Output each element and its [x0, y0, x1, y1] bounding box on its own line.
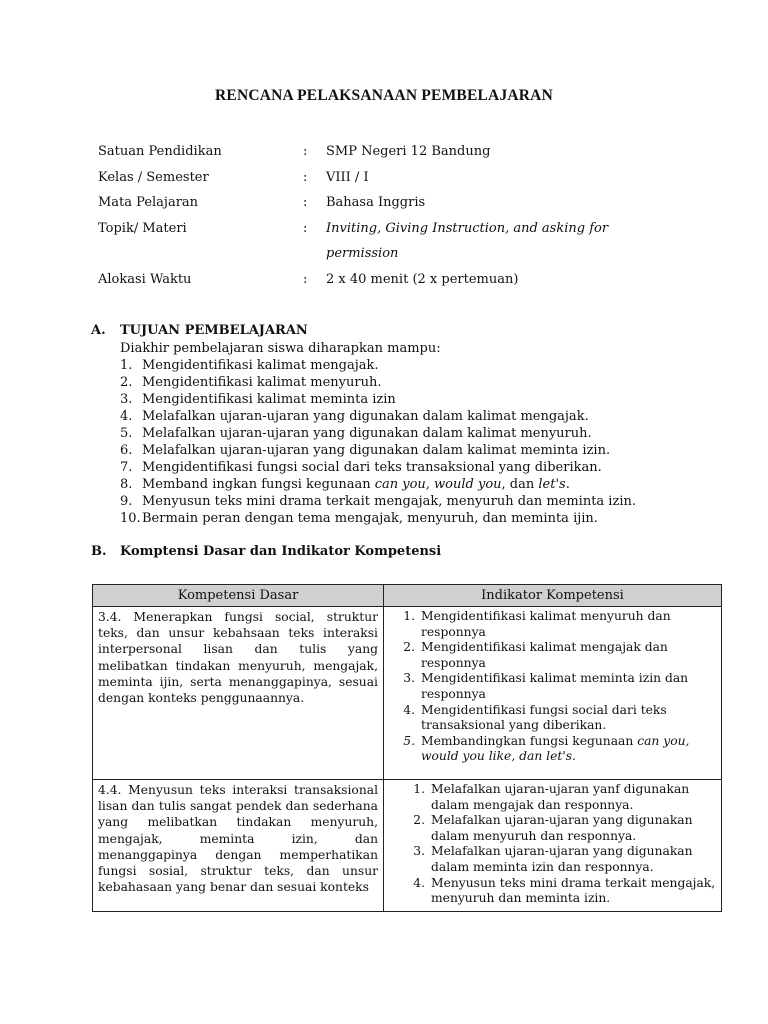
- list-item: [120, 476, 691, 493]
- item-number: 4.: [403, 702, 415, 717]
- list-item: [389, 703, 716, 734]
- meta-row-school: [98, 142, 658, 168]
- meta-value: Inviting, Giving Instruction, and asking for permission: [326, 220, 609, 262]
- item-text-part: .: [565, 477, 570, 492]
- item-number: 1.: [403, 609, 415, 623]
- column-header: Indikator Kompetensi: [384, 585, 722, 607]
- item-number: 6.: [120, 443, 133, 458]
- item-number: 9.: [120, 494, 133, 509]
- list-item: [120, 391, 691, 408]
- meta-value: 2 x 40 menit (2 x pertemuan): [326, 271, 519, 287]
- item-text: [142, 476, 570, 493]
- table-cell-indicators: [384, 607, 722, 780]
- table-cell-kd: [93, 607, 384, 780]
- section-letter: B.: [91, 544, 107, 559]
- meta-label: Topik/ Materi: [98, 220, 187, 236]
- section-letter: A.: [91, 323, 106, 338]
- section-learning-objectives: [91, 322, 691, 527]
- section-title: Komptensi Dasar dan Indikator Kompetensi: [120, 544, 442, 559]
- table-cell-kd: [93, 780, 384, 912]
- identity-block: [98, 142, 658, 295]
- item-number: 1.: [120, 358, 133, 373]
- list-item: [120, 374, 691, 391]
- item-number: 3.: [403, 671, 415, 686]
- table-header-row: [93, 585, 722, 607]
- section-intro: Diakhir pembelajaran siswa diharapkan mampu:: [120, 341, 441, 356]
- item-text: Melafalkan ujaran-ujaran yang digunakan dalam kalimat meminta izin.: [142, 443, 611, 458]
- list-item: [389, 671, 716, 702]
- meta-row-time: [98, 270, 658, 296]
- meta-colon: :: [303, 144, 308, 159]
- item-text: Mengidentifikasi kalimat meminta izin dan responnya: [421, 671, 689, 701]
- meta-value: SMP Negeri 12 Bandung: [326, 144, 491, 159]
- list-item: [120, 493, 691, 510]
- objective-list: [120, 357, 691, 527]
- item-text-italic: can you, would you: [374, 477, 502, 492]
- meta-colon: :: [303, 271, 308, 287]
- item-number: 2.: [120, 375, 133, 390]
- list-item: [120, 510, 691, 527]
- item-number: 4.: [120, 409, 133, 424]
- list-item: [389, 640, 716, 671]
- item-text: Mengidentifikasi kalimat menyuruh.: [142, 375, 382, 390]
- document-title: RENCANA PELAKSANAAN PEMBELAJARAN: [215, 87, 553, 104]
- item-number: 4.: [413, 875, 425, 890]
- list-item: [389, 609, 716, 640]
- item-text: [421, 734, 716, 765]
- item-text: Mengidentifikasi fungsi social dari teks transaksional yang diberikan.: [142, 460, 602, 475]
- section-competencies: [91, 543, 691, 561]
- item-text: Melafalkan ujaran-ujaran yang digunakan dalam kalimat menyuruh.: [142, 426, 592, 441]
- meta-label: Alokasi Waktu: [98, 271, 192, 287]
- indicator-list: [389, 609, 716, 765]
- list-item: [389, 876, 716, 907]
- item-number: 5.: [120, 426, 133, 441]
- list-item: [120, 357, 691, 374]
- meta-colon: :: [303, 169, 308, 185]
- meta-label: Satuan Pendidikan: [98, 144, 222, 159]
- item-text: Menyusun teks mini drama terkait mengajak, menyuruh dan meminta izin.: [142, 494, 636, 509]
- item-text: Melafalkan ujaran-ujaran yang digunakan dalam menyuruh dan responnya.: [431, 813, 693, 843]
- meta-label: Kelas / Semester: [98, 169, 209, 185]
- meta-value: Bahasa Inggris: [326, 195, 426, 211]
- item-number: 5.: [403, 733, 415, 748]
- item-number: 7.: [120, 460, 133, 475]
- list-item: [389, 813, 716, 844]
- item-text: Mengidentifikasi kalimat mengajak dan responnya: [421, 640, 668, 670]
- item-text-italic: let's: [538, 477, 566, 492]
- item-text-part: Membandingkan fungsi kegunaan: [421, 733, 638, 748]
- item-number: 2.: [403, 640, 415, 655]
- section-title: TUJUAN PEMBELAJARAN: [120, 323, 308, 338]
- item-number: 3.: [120, 392, 133, 407]
- list-item: [120, 425, 691, 442]
- kd-text: 3.4. Menerapkan fungsi social, struktur teks, dan unsur kebahsaan teks interaksi interpersonal lisan dan tulis yang melibatkan tindakan menyuruh, mengajak, meminta ijin, serta menanggapinya, sesuai dengan konteks penggunaannya.: [98, 610, 378, 706]
- meta-colon: :: [303, 195, 308, 211]
- list-item: [389, 844, 716, 875]
- item-number: 1.: [413, 782, 425, 796]
- kd-text: 4.4. Menyusun teks interaksi transaksional lisan dan tulis sangat pendek dan sederhana yang melibatkan tindakan menyuruh, mengajak, meminta izin, dan menanggapinya dengan memperhatikan fungsi sosial, struktur teks, dan unsur kebahasaan yang benar dan sesuai konteks: [98, 783, 378, 895]
- meta-colon: :: [303, 220, 308, 236]
- list-item: [120, 459, 691, 476]
- table-cell-indicators: [384, 780, 722, 912]
- list-item: [389, 782, 716, 813]
- item-number: 8.: [120, 477, 133, 492]
- item-text: Menyusun teks mini drama terkait mengajak, menyuruh dan meminta izin.: [431, 875, 716, 906]
- table-row: [93, 607, 722, 780]
- item-number: 2.: [413, 813, 425, 828]
- item-text: Bermain peran dengan tema mengajak, menyuruh, dan meminta ijin.: [142, 511, 598, 526]
- section-heading: [91, 322, 691, 340]
- meta-label: Mata Pelajaran: [98, 195, 199, 211]
- item-text: Mengidentifikasi fungsi social dari teks transaksional yang diberikan.: [421, 702, 667, 733]
- section-heading: [91, 543, 691, 561]
- item-number: 3.: [413, 844, 425, 859]
- item-text-part: Memband ingkan fungsi kegunaan: [142, 477, 375, 492]
- list-item: [389, 734, 716, 765]
- table-row: [93, 780, 722, 912]
- item-text-part: , dan: [501, 477, 539, 492]
- item-text: Mengidentifikasi kalimat meminta izin: [142, 392, 396, 407]
- competency-table: [92, 584, 722, 912]
- indicator-list: [389, 782, 716, 907]
- meta-row-topic: [98, 219, 658, 270]
- item-number: 10.: [120, 511, 141, 526]
- list-item: [120, 442, 691, 459]
- column-header: Kompetensi Dasar: [93, 585, 384, 607]
- meta-value: VIII / I: [326, 169, 369, 185]
- item-text-italic: can you, would you like, dan let's.: [421, 733, 690, 764]
- list-item: [120, 408, 691, 425]
- item-text: Melafalkan ujaran-ujaran yanf digunakan dalam mengajak dan responnya.: [431, 782, 690, 812]
- meta-row-class: [98, 168, 658, 194]
- item-text: Mengidentifikasi kalimat menyuruh dan responnya: [421, 609, 671, 639]
- item-text: Melafalkan ujaran-ujaran yang digunakan dalam meminta izin dan responnya.: [431, 844, 693, 874]
- item-text: Melafalkan ujaran-ujaran yang digunakan dalam kalimat mengajak.: [142, 409, 589, 424]
- item-text: Mengidentifikasi kalimat mengajak.: [142, 358, 379, 373]
